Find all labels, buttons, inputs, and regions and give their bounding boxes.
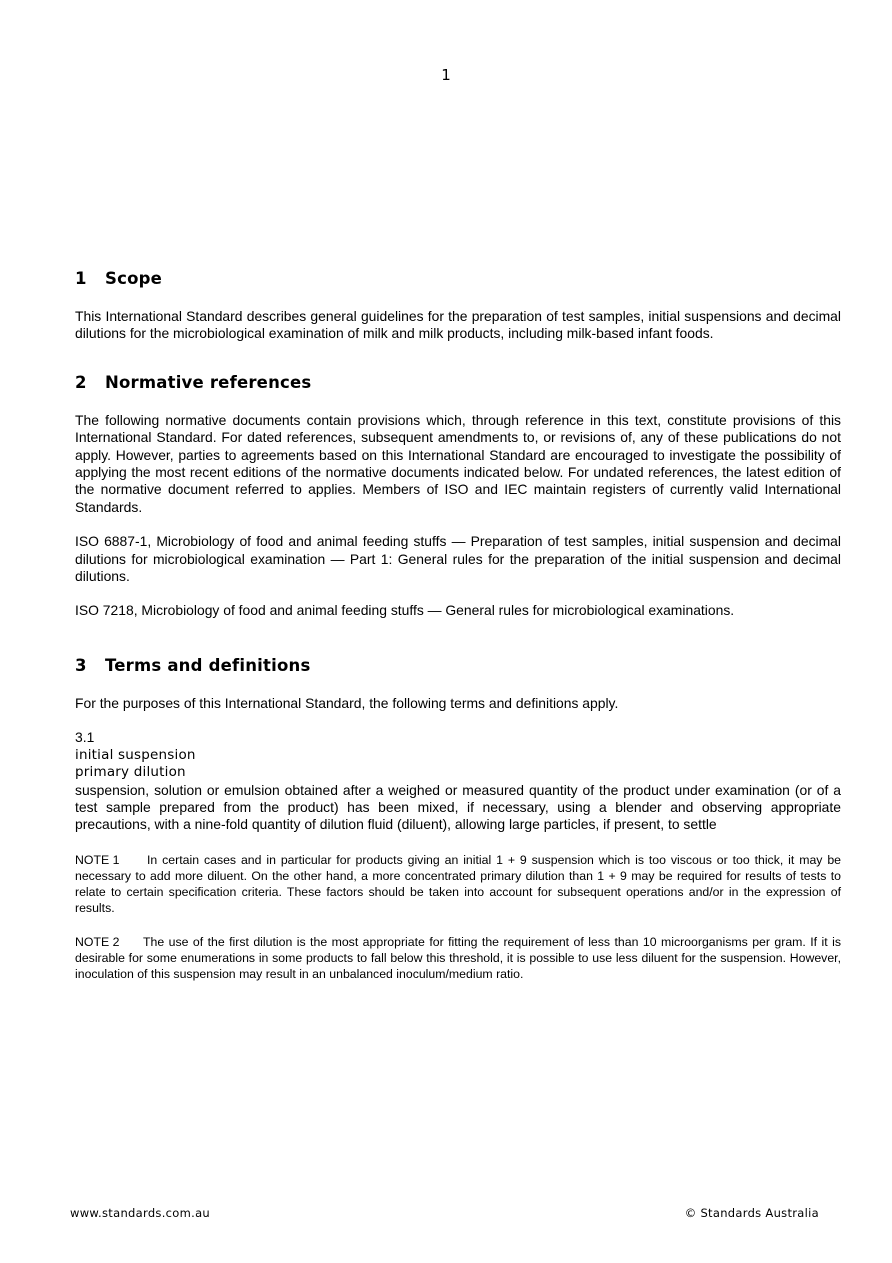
section-heading-terms-definitions — [75, 655, 841, 677]
note-label: NOTE 2 — [75, 934, 120, 949]
section-title: Scope — [105, 269, 163, 288]
reference-iso-7218: ISO 7218, Microbiology of food and animal feeding stuffs — General rules for microbiological examinations. — [75, 602, 735, 619]
section-heading-normative-references — [75, 372, 841, 394]
normative-intro-paragraph: The following normative documents contain provisions which, through reference in this text, constitute provisions of this International Standard. For dated references, subsequent amendments to, or revisions of, any of these publications do not apply. However, parties to agreements based on this International Standard are encouraged to investigate the possibility of applying the most recent editions of the normative documents indicated below. For undated references, the latest edition of the normative document referred to applies. Members of ISO and IEC maintain registers of currently valid International Standards. — [75, 411, 841, 515]
term-entry — [75, 729, 841, 833]
note-1 — [75, 852, 841, 916]
section-number: 1 — [75, 269, 87, 288]
reference-iso-6887-1: ISO 6887-1, Microbiology of food and animal feeding stuffs — Preparation of test samples, initial suspension and decimal dilutions for microbiological examination — Part 1: General rules for the preparation of the initial suspension and decimal dilutions. — [75, 533, 841, 585]
section-title: Normative references — [105, 372, 312, 392]
note-2 — [75, 934, 841, 982]
term-preferred: initial suspension — [75, 746, 196, 763]
document-body — [75, 268, 841, 982]
note-label: NOTE 1 — [75, 852, 120, 867]
page-number: 1 — [441, 66, 451, 84]
term-admitted: primary dilution — [75, 764, 186, 781]
footer-copyright: © Standards Australia — [684, 1206, 819, 1220]
note-text: The use of the first dilution is the most appropriate for fitting the requirement of less than 10 microorganisms per gram. If it is desirable for some enumerations in some products to fall below this threshold, it is possible to use less diluent for the suspension. However, inoculation of this suspension may result in an unbalanced inoculum/medium ratio. — [75, 934, 841, 981]
section-title: Terms and definitions — [105, 655, 311, 675]
term-number: 3.1 — [75, 729, 95, 746]
note-text: In certain cases and in particular for products giving an initial 1 + 9 suspension which is too viscous or too thick, it may be necessary to add more diluent. On the other hand, a more concentrated primary dilution than 1 + 9 may be required for results of tests to relate to certain specification criteria. These factors should be taken into account for subsequent operations and/or in the expression of results. — [75, 852, 841, 915]
section-number: 2 — [75, 372, 87, 392]
footer-website: www.standards.com.au — [70, 1206, 211, 1220]
term-definition: suspension, solution or emulsion obtained after a weighed or measured quantity of the product under examination (or of a test sample prepared from the product) has been mixed, if necessary, using a blender and observing appropriate precautions, with a nine-fold quantity of dilution fluid (diluent), allowing large particles, if present, to settle — [75, 781, 841, 833]
terms-intro-paragraph: For the purposes of this International Standard, the following terms and definitions apply. — [75, 694, 619, 711]
section-number: 3 — [75, 655, 87, 675]
scope-paragraph: This International Standard describes general guidelines for the preparation of test samples, initial suspensions and decimal dilutions for the microbiological examination of milk and milk products, including milk-based infant foods. — [75, 308, 841, 342]
section-heading-scope — [75, 268, 841, 290]
